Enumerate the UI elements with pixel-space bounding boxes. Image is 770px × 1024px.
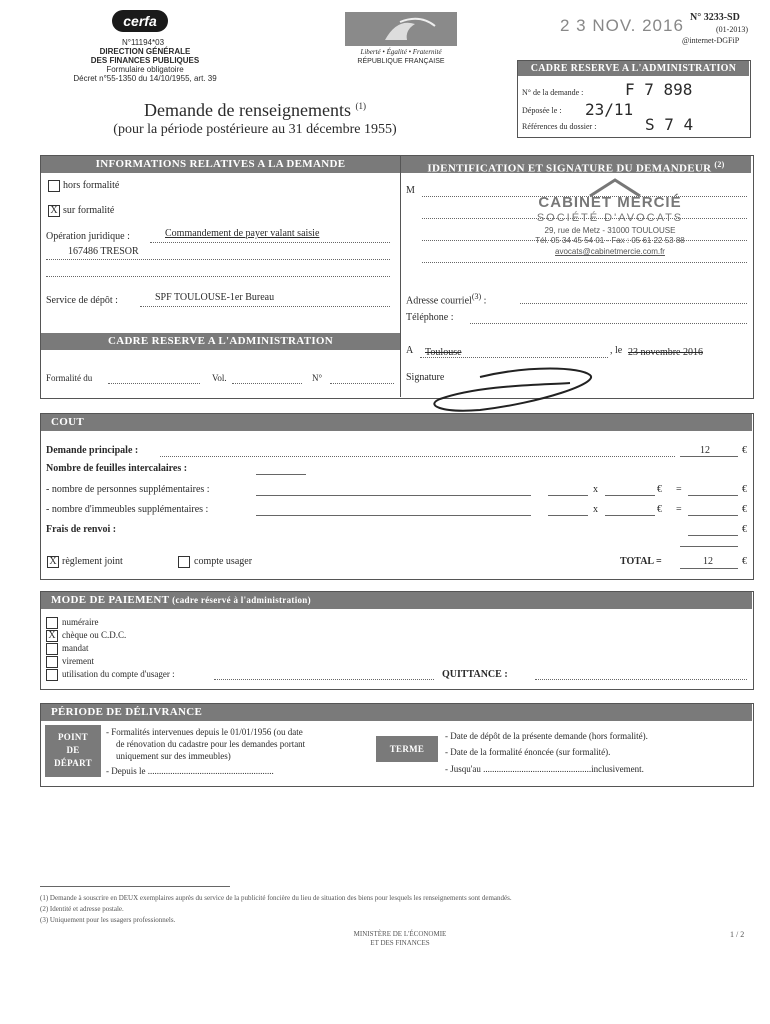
identification-heading: IDENTIFICATION ET SIGNATURE DU DEMANDEUR $^{(2)}$ bbox=[401, 156, 751, 173]
sur-formalite-checkbox[interactable]: X bbox=[48, 205, 60, 217]
numeraire-label: numéraire bbox=[62, 617, 99, 627]
stamp-email: avocats@cabinetmercie.com.fr bbox=[555, 247, 665, 256]
ministry-line2: ET DES FINANCES bbox=[370, 939, 430, 947]
place-label: A bbox=[406, 345, 414, 356]
principal-value[interactable]: 12 bbox=[700, 445, 710, 456]
m-line2 bbox=[422, 218, 747, 219]
cost-heading: COUT bbox=[41, 414, 752, 431]
marianne-logo bbox=[345, 12, 457, 46]
footnote-3: (3) Uniquement pour les usagers professionnels. bbox=[40, 916, 176, 924]
period-left-2: de rénovation du cadastre pour les demandes portant bbox=[116, 739, 306, 749]
demand-number-label: N° de la demande : bbox=[522, 88, 584, 97]
period-right-2: - Date de la formalité énoncée (sur formalité). bbox=[445, 747, 611, 757]
terme-label: TERME bbox=[376, 736, 438, 762]
subtotal-line bbox=[680, 546, 738, 547]
republic-label: RÉPUBLIQUE FRANÇAISE bbox=[357, 58, 445, 65]
persons-total-eur: € bbox=[742, 484, 747, 495]
payment-heading: MODE DE PAIEMENT (cadre réservé à l'administration) bbox=[41, 592, 752, 609]
form-number: N°11194*03 bbox=[121, 38, 165, 47]
buildings-unit-line[interactable] bbox=[605, 515, 655, 516]
admin-box2-heading: CADRE RESERVE A L'ADMINISTRATION bbox=[41, 333, 400, 350]
cerfa-logo: cerfa bbox=[112, 10, 168, 32]
compte-checkbox[interactable] bbox=[178, 556, 190, 568]
period-right-1: - Date de dépôt de la présente demande (hors formalité). bbox=[445, 731, 648, 741]
total-line bbox=[680, 568, 738, 569]
operation-value[interactable]: Commandement de payer valant saisie bbox=[165, 228, 320, 239]
email-label: Adresse courriel$^{(3)}$ : bbox=[406, 292, 487, 307]
deposit-date-label: Déposée le : bbox=[522, 106, 562, 115]
signature-label: Signature bbox=[406, 372, 445, 383]
stamp-name: CABINET MERCIÉ bbox=[538, 194, 682, 211]
deposit-date-value[interactable]: 23/11 bbox=[585, 100, 634, 119]
decree-text: Décret n°55-1350 du 14/10/1955, art. 39 bbox=[73, 74, 217, 83]
mandat-label: mandat bbox=[62, 643, 89, 653]
ref-code: @internet-DGFiP bbox=[682, 36, 740, 45]
reglement-label: règlement joint bbox=[62, 556, 123, 567]
footnote-2: (2) Identité et adresse postale. bbox=[40, 905, 124, 913]
principal-value-line bbox=[680, 456, 738, 457]
formalite-du-label: Formalité du bbox=[46, 373, 93, 383]
persons-unit-line[interactable] bbox=[605, 495, 655, 496]
ministry-line1: MINISTÈRE DE L'ÉCONOMIE bbox=[353, 930, 447, 938]
page-number: 1 / 2 bbox=[730, 930, 745, 939]
virement-label: virement bbox=[62, 656, 94, 666]
page-title: Demande de renseignements $^{(1)}$ bbox=[144, 100, 366, 120]
vol-line bbox=[232, 383, 302, 384]
service-label: Service de dépôt : bbox=[46, 295, 118, 306]
file-ref-value[interactable]: S 7 4 bbox=[645, 115, 694, 134]
demand-number-value[interactable]: F 7 898 bbox=[625, 80, 693, 99]
buildings-total-line[interactable] bbox=[688, 515, 738, 516]
operation-line2 bbox=[46, 259, 390, 260]
demand-info-heading: INFORMATIONS RELATIVES A LA DEMANDE bbox=[41, 156, 400, 173]
point-depart-label: POINT DE DÉPART bbox=[45, 725, 101, 777]
renvoi-label: Frais de renvoi : bbox=[46, 524, 117, 535]
file-ref-label: Références du dossier : bbox=[522, 122, 597, 131]
buildings-qty-line[interactable] bbox=[548, 515, 588, 516]
motto: Liberté • Égalité • Fraternité bbox=[360, 48, 442, 56]
renvoi-eur: € bbox=[742, 524, 747, 535]
email-line[interactable] bbox=[520, 303, 747, 304]
compte-usager-checkbox[interactable] bbox=[46, 669, 58, 681]
phone-label: Téléphone : bbox=[406, 312, 454, 323]
admin-box-heading: CADRE RESERVE A L'ADMINISTRATION bbox=[518, 61, 749, 76]
service-value[interactable]: SPF TOULOUSE-1er Bureau bbox=[155, 292, 275, 303]
title-note: (1) bbox=[355, 101, 366, 111]
period-left-1: - Formalités intervenues depuis le 01/01/1956 (ou date bbox=[106, 727, 303, 737]
stamp-phone: Tél. 05 34 45 54 01 - Fax : 05 61 22 53 88 bbox=[535, 236, 685, 245]
no-line bbox=[330, 383, 394, 384]
total-eur: € bbox=[742, 556, 747, 567]
m-line3 bbox=[422, 240, 747, 241]
buildings-eq: = bbox=[676, 504, 682, 515]
hors-formalite-label: hors formalité bbox=[63, 180, 120, 191]
dgfip-line2: DES FINANCES PUBLIQUES bbox=[90, 56, 200, 65]
mandatory-text: Formulaire obligatoire bbox=[106, 65, 184, 74]
signature-scribble bbox=[420, 355, 610, 415]
persons-x: x bbox=[593, 484, 598, 495]
phone-line[interactable] bbox=[470, 323, 747, 324]
footnote-1: (1) Demande à souscrire en DEUX exemplaires auprès du service de la publicité foncière du lieu de situation des biens pour lesquels les renseignements sont demandés. bbox=[40, 894, 512, 902]
persons-qty-line[interactable] bbox=[548, 495, 588, 496]
numeraire-checkbox[interactable] bbox=[46, 617, 58, 629]
marianne-icon bbox=[345, 12, 457, 46]
m-line4 bbox=[422, 262, 747, 263]
sheets-line[interactable] bbox=[256, 474, 306, 475]
cheque-label: chèque ou C.D.C. bbox=[62, 630, 127, 640]
compte-label: compte usager bbox=[194, 556, 253, 567]
period-left-4: - Depuis le ........................................................ bbox=[106, 766, 274, 776]
sheets-label: Nombre de feuilles intercalaires : bbox=[46, 463, 188, 474]
persons-line[interactable] bbox=[256, 495, 531, 496]
no-label: N° bbox=[312, 373, 323, 383]
principal-line bbox=[160, 456, 675, 457]
ref-date: (01-2013) bbox=[716, 25, 748, 34]
vol-label: Vol. bbox=[212, 373, 227, 383]
persons-unit-eur: € bbox=[657, 484, 662, 495]
period-right-3: - Jusqu'au ................................................inclusivement. bbox=[445, 764, 644, 774]
virement-checkbox[interactable] bbox=[46, 656, 58, 668]
period-left-3: uniquement sur des immeubles) bbox=[116, 751, 231, 761]
persons-eq: = bbox=[676, 484, 682, 495]
date-prefix: , le bbox=[610, 345, 623, 356]
company-stamp bbox=[505, 178, 715, 263]
principal-label: Demande principale : bbox=[46, 445, 139, 456]
cost-section bbox=[40, 413, 754, 580]
quittance-label: QUITTANCE : bbox=[442, 669, 508, 680]
persons-total-line[interactable] bbox=[688, 495, 738, 496]
operation-label: Opération juridique : bbox=[46, 231, 130, 242]
stamp-subtitle: SOCIÉTÉ D'AVOCATS bbox=[536, 212, 684, 224]
hors-formalite-checkbox[interactable] bbox=[48, 180, 60, 192]
compte-usager-line[interactable] bbox=[214, 679, 434, 680]
quittance-line[interactable] bbox=[535, 679, 747, 680]
date-value[interactable]: 23 novembre 2016 bbox=[628, 347, 703, 358]
total-value[interactable]: 12 bbox=[703, 556, 713, 567]
buildings-unit-eur: € bbox=[657, 504, 662, 515]
operation-line3 bbox=[46, 276, 390, 277]
principal-eur: € bbox=[742, 445, 747, 456]
ref-number: N° 3233-SD bbox=[690, 12, 740, 23]
place-value[interactable]: Toulouse bbox=[425, 347, 462, 358]
dgfip-line1: DIRECTION GÉNÉRALE bbox=[99, 47, 191, 56]
operation-line bbox=[150, 242, 390, 243]
buildings-line[interactable] bbox=[256, 515, 531, 516]
buildings-x: x bbox=[593, 504, 598, 515]
compte-usager-label: utilisation du compte d'usager : bbox=[62, 669, 175, 679]
cheque-checkbox[interactable]: X bbox=[46, 630, 58, 642]
sur-formalite-label: sur formalité bbox=[63, 205, 115, 216]
persons-label: - nombre de personnes supplémentaires : bbox=[46, 484, 210, 495]
total-label: TOTAL = bbox=[620, 556, 662, 567]
buildings-total-eur: € bbox=[742, 504, 747, 515]
mandat-checkbox[interactable] bbox=[46, 643, 58, 655]
reception-stamp: 2 3 NOV. 2016 bbox=[560, 16, 684, 35]
page-subtitle: (pour la période postérieure au 31 décembre 1955) bbox=[113, 122, 397, 137]
period-heading: PÉRIODE DE DÉLIVRANCE bbox=[41, 704, 752, 721]
renvoi-line[interactable] bbox=[688, 535, 738, 536]
reglement-checkbox[interactable]: X bbox=[47, 556, 59, 568]
stamp-address: 29, rue de Metz - 31000 TOULOUSE bbox=[544, 226, 676, 235]
buildings-label: - nombre d'immeubles supplémentaires : bbox=[46, 504, 209, 515]
formalite-du-line bbox=[108, 383, 200, 384]
footnote-separator bbox=[40, 886, 230, 887]
operation-value2[interactable]: 167486 TRESOR bbox=[68, 246, 139, 257]
section-divider bbox=[400, 155, 401, 397]
service-line bbox=[140, 306, 390, 307]
m-label: M bbox=[406, 185, 415, 196]
